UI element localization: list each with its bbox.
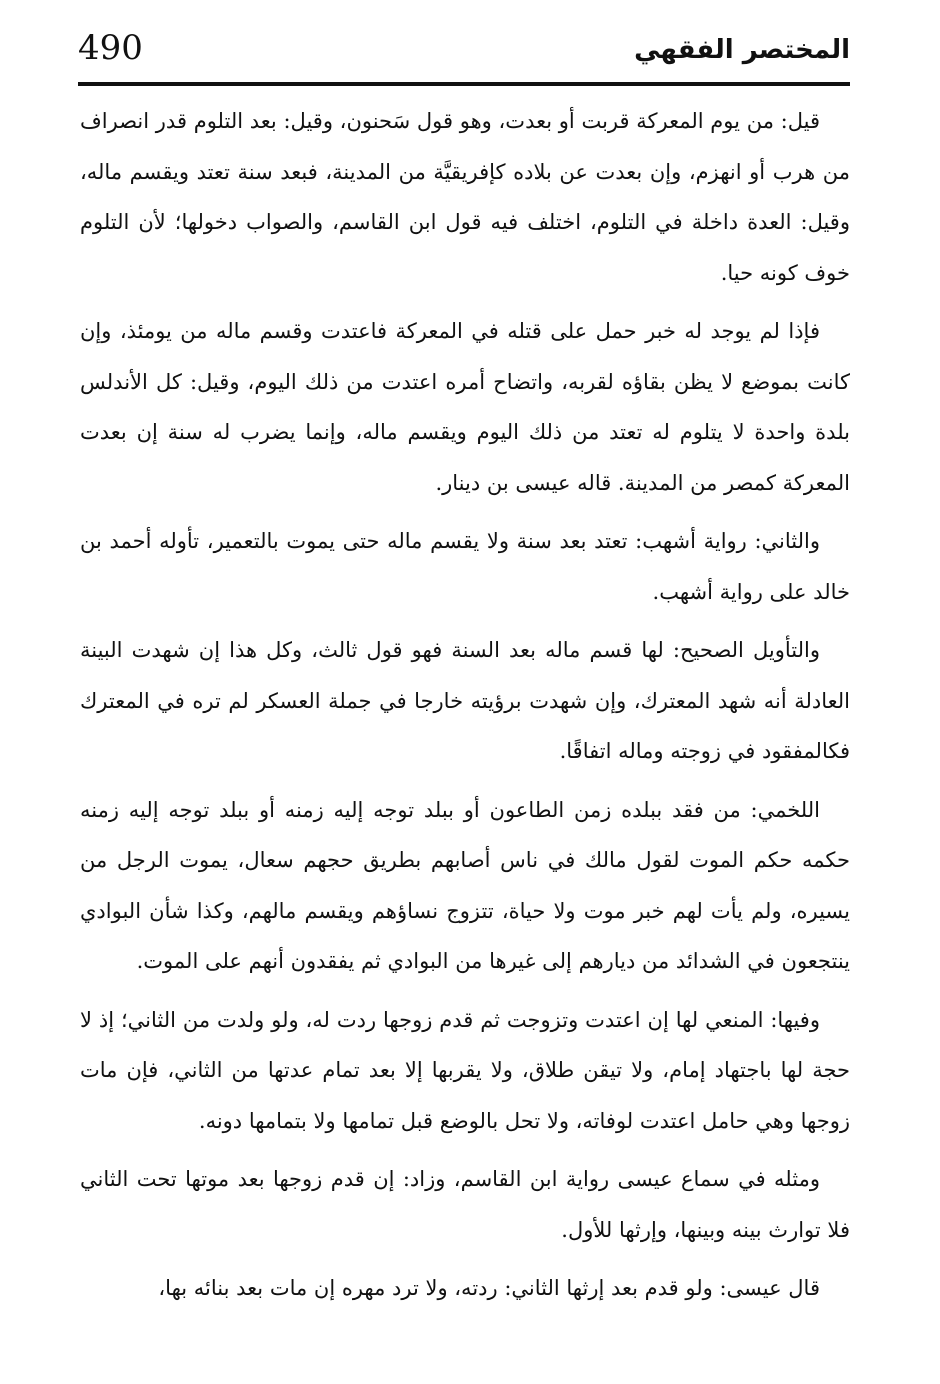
page-number: 490 [78,28,143,68]
paragraph-3: والثاني: رواية أشهب: تعتد بعد سنة ولا يقسم ماله حتى يموت بالتعمير، تأوله أحمد بن خالد على رواية أشهب. [80,529,850,604]
paragraph-5: اللخمي: من فقد ببلده زمن الطاعون أو ببلد توجه إليه زمنه أو ببلد توجه إليه زمنه حكمه حكم الموت لقول مالك في ناس أصابهم بطريق حجهم سعال، يموت الرجل من يسيره، ولم يأت لهم خبر موت ولا حياة، تتزوج نساؤهم ويقسم مالهم، وكذا شأن البوادي ينتجعون في الشدائد من ديارهم إلى غيرها من البوادي ثم يفقدون أنهم على الموت. [80,797,850,973]
paragraph-2: فإذا لم يوجد له خبر حمل على قتله في المعركة فاعتدت وقسم ماله من يومئذ، وإن كانت بموضع لا يظن بقاؤه لقربه، واتضاح أمره اعتدت من ذلك اليوم، وقيل: كل الأندلس بلدة واحدة لا يتلوم له تعتد من ذلك اليوم ويقسم ماله، وإنما يضرب له سنة إن بعدت المعركة كمصر من المدينة. قاله عيسى بن دينار. [80,319,850,495]
header-rule [78,82,850,86]
paragraph-4: والتأويل الصحيح: لها قسم ماله بعد السنة فهو قول ثالث، وكل هذا إن شهدت البينة العادلة أنه شهد المعترك، وإن شهدت برؤيته خارجا في جملة العسكر لم تره في المعترك فكالمفقود في زوجته وماله اتفاقًا. [80,638,850,763]
paragraph-8: قال عيسى: ولو قدم بعد إرثها الثاني: ردته، ولا ترد مهره إن مات بعد بنائه بها، [158,1276,820,1300]
running-title: المختصر الفقهي [634,35,850,65]
body-text [80,96,850,1322]
paragraph-6: وفيها: المنعي لها إن اعتدت وتزوجت ثم قدم زوجها ردت له، ولو ولدت من الثاني؛ إذ لا حجة لها باجتهاد إمام، ولا تيقن طلاق، ولا يقربها إلا بعد تمام عدتها من الثاني، فإن مات زوجها وهي حامل اعتدت لوفاته، ولا تحل بالوضع قبل تمامها ولا بتمامها دونه. [80,1007,850,1133]
paragraph-7: ومثله في سماع عيسى رواية ابن القاسم، وزاد: إن قدم زوجها بعد موتها تحت الثاني فلا توارث بينه وبينها، وإرثها للأول. [80,1167,850,1242]
paragraph-1: قيل: من يوم المعركة قربت أو بعدت، وهو قول سَحنون، وقيل: بعد التلوم قدر انصراف من هرب أو انهزم، وإن بعدت عن بلاده كإفريقيَّة من المدينة، فبعد سنة تعتد ويقسم ماله، وقيل: العدة داخلة في التلوم، اختلف فيه قول ابن القاسم، والصواب دخولها؛ لأن التلوم خوف كونه حيا. [80,109,850,285]
page-header [78,22,850,86]
